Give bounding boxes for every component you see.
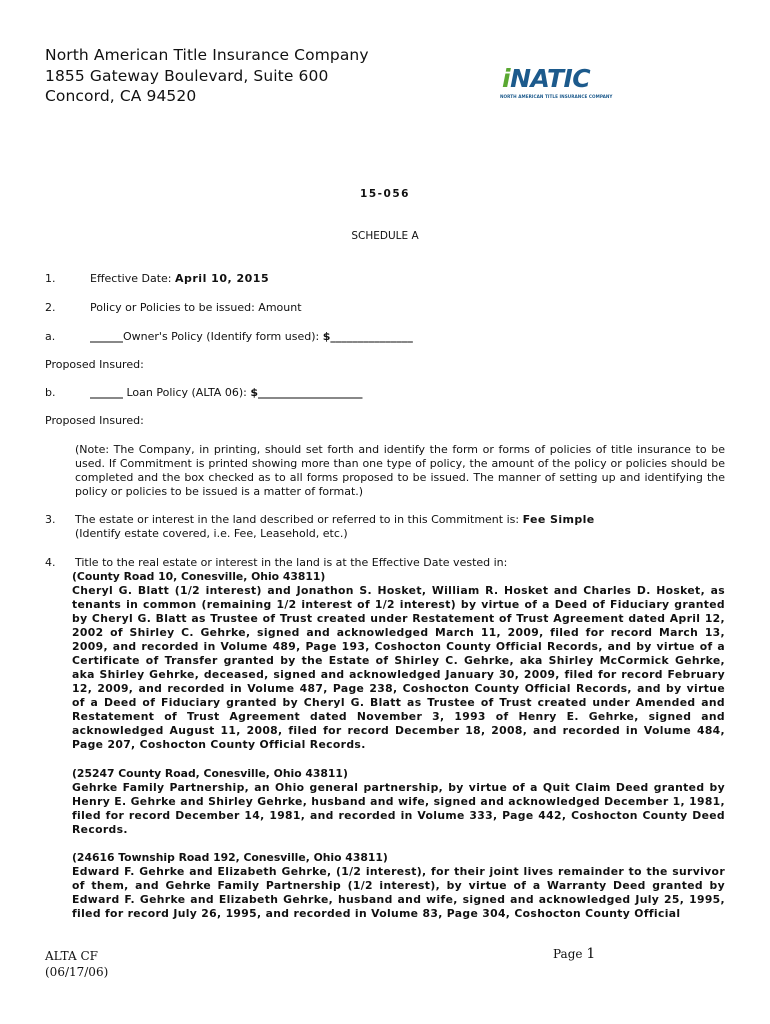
file-number: 15-056 [360, 188, 410, 200]
parcel-3 [72, 851, 725, 921]
estate-line [75, 513, 595, 526]
loan-policy-amount: $___________________ [250, 386, 363, 399]
effective-date-label: Effective Date: [90, 272, 172, 285]
item-3-number: 3. [45, 513, 56, 526]
natic-logo [500, 64, 613, 104]
logo-brand: NATIC [510, 64, 591, 93]
item-2-number: 2. [45, 301, 56, 314]
logo-tagline: NORTH AMERICAN TITLE INSURANCE COMPANY [500, 94, 613, 99]
loan-policy-blank: ______ [90, 386, 123, 399]
proposed-insured-a: Proposed Insured: [45, 358, 144, 371]
form-name: ALTA CF [45, 949, 98, 963]
page-number-value: 1 [586, 946, 596, 962]
effective-date-value: April 10, 2015 [175, 272, 270, 285]
parcel-2-body: Gehrke Family Partnership, an Ohio general partnership, by virtue of a Quit Claim Deed granted by Henry E. Gehrke and Shirley Gehrke, husband and wife, signed and acknowledged December 1, 1981, filed for record December 14, 1981, and recorded in Volume 333, Page 442, Coshocton County Deed Records. [72, 781, 725, 836]
company-address: 1855 Gateway Boulevard, Suite 600 [45, 66, 329, 85]
parcel-1-heading: (County Road 10, Conesville, Ohio 43811) [72, 570, 326, 583]
parcel-1-body: Cheryl G. Blatt (1/2 interest) and Jonathon S. Hosket, William R. Hosket and Charles D. Hosket, as tenants in common (remaining 1/2 interest of 1/2 interest) by virtue of a Deed of Fiduciary granted by Cheryl G. Blatt as Trustee of Trust created under Restatement of Trust Agreement dated April 12, 2002 of Shirley C. Gehrke, signed and acknowledged March 11, 2009, filed for record March 13, 2009, and recorded in Volume 489, Page 193, Coshocton County Official Records, and by virtue of a Certificate of Transfer granted by the Estate of Shirley C. Gehrke, aka Shirley McCormick Gehrke, aka Shirley Gehrke, deceased, signed and acknowledged January 30, 2009, filed for record February 12, 2009, and recorded in Volume 487, Page 238, Coshocton County Official Records, and by virtue of a Deed of Fiduciary granted by Cheryl G. Blatt as Trustee of Trust created under Amended and Restatement of Trust Agreement dated November 3, 1993 of Henry E. Gehrke, signed and acknowledged August 11, 2008, filed for record December 18, 2008, and recorded in Volume 484, Page 207, Coshocton County Official Records. [72, 584, 725, 751]
form-date: (06/17/06) [45, 965, 109, 979]
company-name: North American Title Insurance Company [45, 46, 369, 64]
page-label: Page [553, 947, 583, 961]
parcel-3-body: Edward F. Gehrke and Elizabeth Gehrke, (1/2 interest), for their joint lives remainder to the survivor of them, and Gehrke Family Partnership (1/2 interest), by virtue of a Warranty Deed granted by Edward F. Gehrke and Elizabeth Gehrke, husband and wife, signed and acknowledged July 25, 1995, filed for record July 26, 1995, and recorded in Volume 83, Page 304, Coshocton County Official [72, 865, 725, 920]
policy-note-text: (Note: The Company, in printing, should set forth and identify the form or forms of policies of title insurance to be used. If Commitment is printed showing more than one type of policy, the amount of the policy or policies should be completed and the box checked as to all forms proposed to be issued. The manner of setting up and identifying the policy or policies to be issued is a matter of format.) [75, 443, 725, 498]
owners-policy-label: Owner's Policy (Identify form used): [123, 330, 320, 343]
vesting-text: Title to the real estate or interest in the land is at the Effective Date vested in: [75, 556, 508, 569]
page-number [553, 946, 595, 962]
estate-sub: (Identify estate covered, i.e. Fee, Leasehold, etc.) [75, 527, 348, 540]
proposed-insured-b: Proposed Insured: [45, 414, 144, 427]
parcel-2 [72, 767, 725, 837]
company-header [45, 45, 369, 107]
item-b-number: b. [45, 386, 56, 399]
item-a-number: a. [45, 330, 56, 343]
owners-policy-line [90, 330, 413, 343]
estate-value: Fee Simple [522, 513, 595, 526]
logo-prefix: i [502, 64, 511, 93]
parcel-2-heading: (25247 County Road, Conesville, Ohio 43811) [72, 767, 348, 780]
loan-policy-line [90, 386, 362, 399]
schedule-title: SCHEDULE A [351, 230, 419, 242]
policies-label: Policy or Policies to be issued: Amount [90, 301, 302, 314]
company-city: Concord, CA 94520 [45, 87, 197, 105]
parcel-3-heading: (24616 Township Road 192, Conesville, Ohio 43811) [72, 851, 388, 864]
estate-text: The estate or interest in the land described or referred to in this Commitment is: [75, 513, 520, 526]
policy-note [75, 443, 725, 499]
item-1-number: 1. [45, 272, 56, 285]
loan-policy-label: Loan Policy (ALTA 06): [126, 386, 247, 399]
owners-policy-amount: $_______________ [322, 330, 413, 343]
owners-policy-blank: ______ [90, 330, 123, 343]
effective-date-line [90, 272, 269, 285]
item-4-number: 4. [45, 556, 56, 569]
parcel-1 [72, 570, 725, 752]
form-footer [45, 948, 108, 980]
